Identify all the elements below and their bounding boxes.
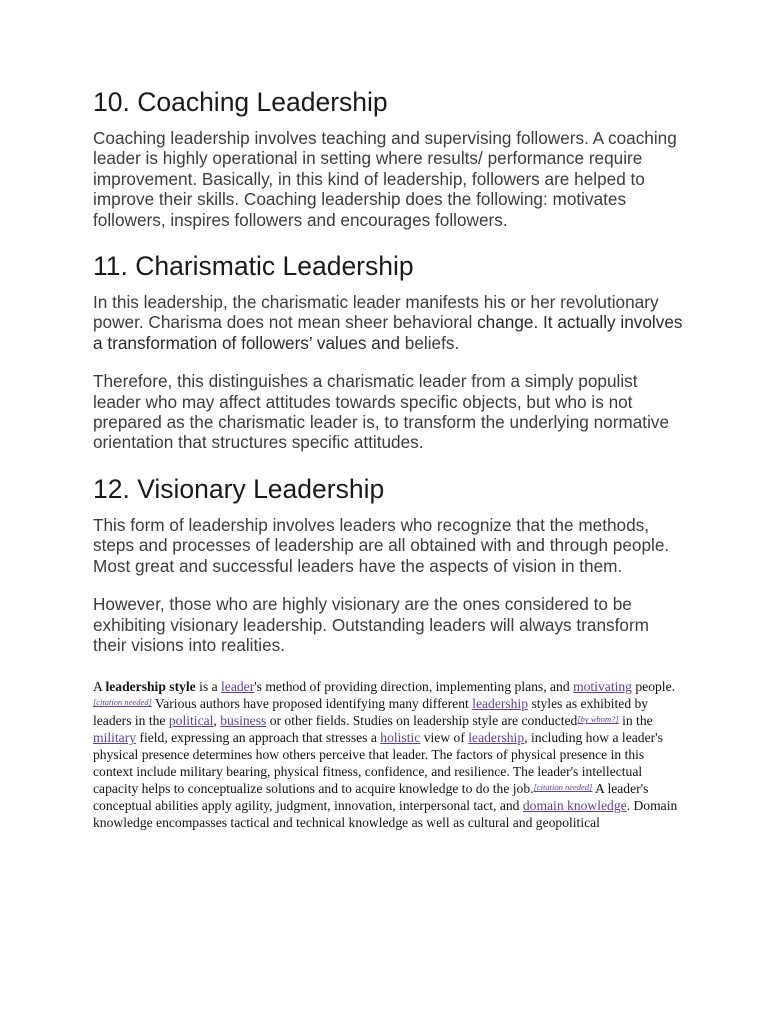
heading-charismatic-leadership: 11. Charismatic Leadership xyxy=(93,251,414,282)
link-military[interactable]: military xyxy=(93,730,137,746)
heading-coaching-leadership: 10. Coaching Leadership xyxy=(93,87,388,117)
paragraph-charismatic-2: Therefore, this distinguishes a charismatic leader from a simply populist leader who may affect attitudes towards specific objects, but who is not prepared as the charismatic leader is, to transform the underlying normative orientation that structures specific attitudes. xyxy=(93,371,670,453)
wiki-paragraph-leadership-style xyxy=(93,678,683,831)
citation-needed[interactable] xyxy=(93,697,152,707)
text-span: or other fields. Studies on leadership style are conducted xyxy=(266,713,578,729)
link-political[interactable]: political xyxy=(168,713,214,729)
heading-visionary-leadership: 12. Visionary Leadership xyxy=(93,473,385,504)
text-span: styles as exhibited by leaders in the xyxy=(93,696,649,729)
paragraph-visionary-1: This form of leadership involves leaders who recognize that the methods, steps and processes of leadership are all obtained with and through people. Most great and successful leaders have the aspects of vision in them. xyxy=(93,514,670,576)
citation-link[interactable]: [citation needed] xyxy=(93,697,152,708)
link-leader[interactable]: leader xyxy=(221,679,255,695)
link-holistic[interactable]: holistic xyxy=(380,730,421,746)
link-leadership[interactable]: leadership xyxy=(472,696,529,712)
text-span: In this leadership, the charismatic leader manifests his or her revolutionary power. Charisma does not mean sheer behavioral xyxy=(93,292,659,333)
paragraph-visionary-2: However, those who are highly visionary are the ones considered to be exhibiting visionary leadership. Outstanding leaders will always transform their visions into realities. xyxy=(93,594,649,655)
text-span: . Domain knowledge encompasses tactical and technical knowledge as well as cultural and geopolitical xyxy=(93,798,678,831)
text-span: , xyxy=(213,713,221,729)
link-domain-knowledge[interactable]: domain knowledge xyxy=(522,798,627,814)
text-span: Various authors have proposed identifying many different xyxy=(151,696,473,712)
document-page xyxy=(93,86,683,831)
text-span: people. xyxy=(631,679,676,695)
text-span: field, expressing an approach that stresses a xyxy=(136,730,381,746)
text-span: is a xyxy=(195,679,222,695)
citation-link[interactable]: [citation needed] xyxy=(533,782,593,793)
citation-needed-2[interactable] xyxy=(534,782,593,792)
link-leadership-2[interactable]: leadership xyxy=(468,730,525,746)
paragraph-coaching: Coaching leadership involves teaching and supervising followers. A coaching leader is highly operational in setting where results/ performance require improvement. Basically, in this kind of leadership, followers are helped to improve their skills. Coaching leadership does the following: motivates followers, inspires followers and encourages followers. xyxy=(93,128,677,230)
citation-by-whom[interactable] xyxy=(577,714,618,724)
bold-term: leadership style xyxy=(105,679,196,695)
text-span: view of xyxy=(420,730,469,746)
text-span: 's method of providing direction, implementing plans, and xyxy=(254,679,574,695)
link-business[interactable]: business xyxy=(220,713,267,729)
link-motivating[interactable]: motivating xyxy=(573,679,632,695)
text-span: , including how a leader's physical presence determines how others perceive that leader. The factors of physical presence in this context include military bearing, physical fitness, confidence, and resilience. The leader's intellectual capacity helps to conceptualize solutions and to acquire knowledge to do the job. xyxy=(93,730,663,797)
text-span: beliefs. xyxy=(399,332,460,353)
text-span: A xyxy=(93,679,106,695)
text-span: in the xyxy=(618,713,653,729)
citation-link[interactable]: [by whom?] xyxy=(577,714,619,725)
text-span-dark: change. It actually involves a transformation of followers’ values and xyxy=(93,312,683,353)
text-span: A leader's conceptual abilities apply agility, judgment, innovation, interpersonal tact, and xyxy=(93,781,649,814)
paragraph-charismatic-1 xyxy=(93,292,683,353)
